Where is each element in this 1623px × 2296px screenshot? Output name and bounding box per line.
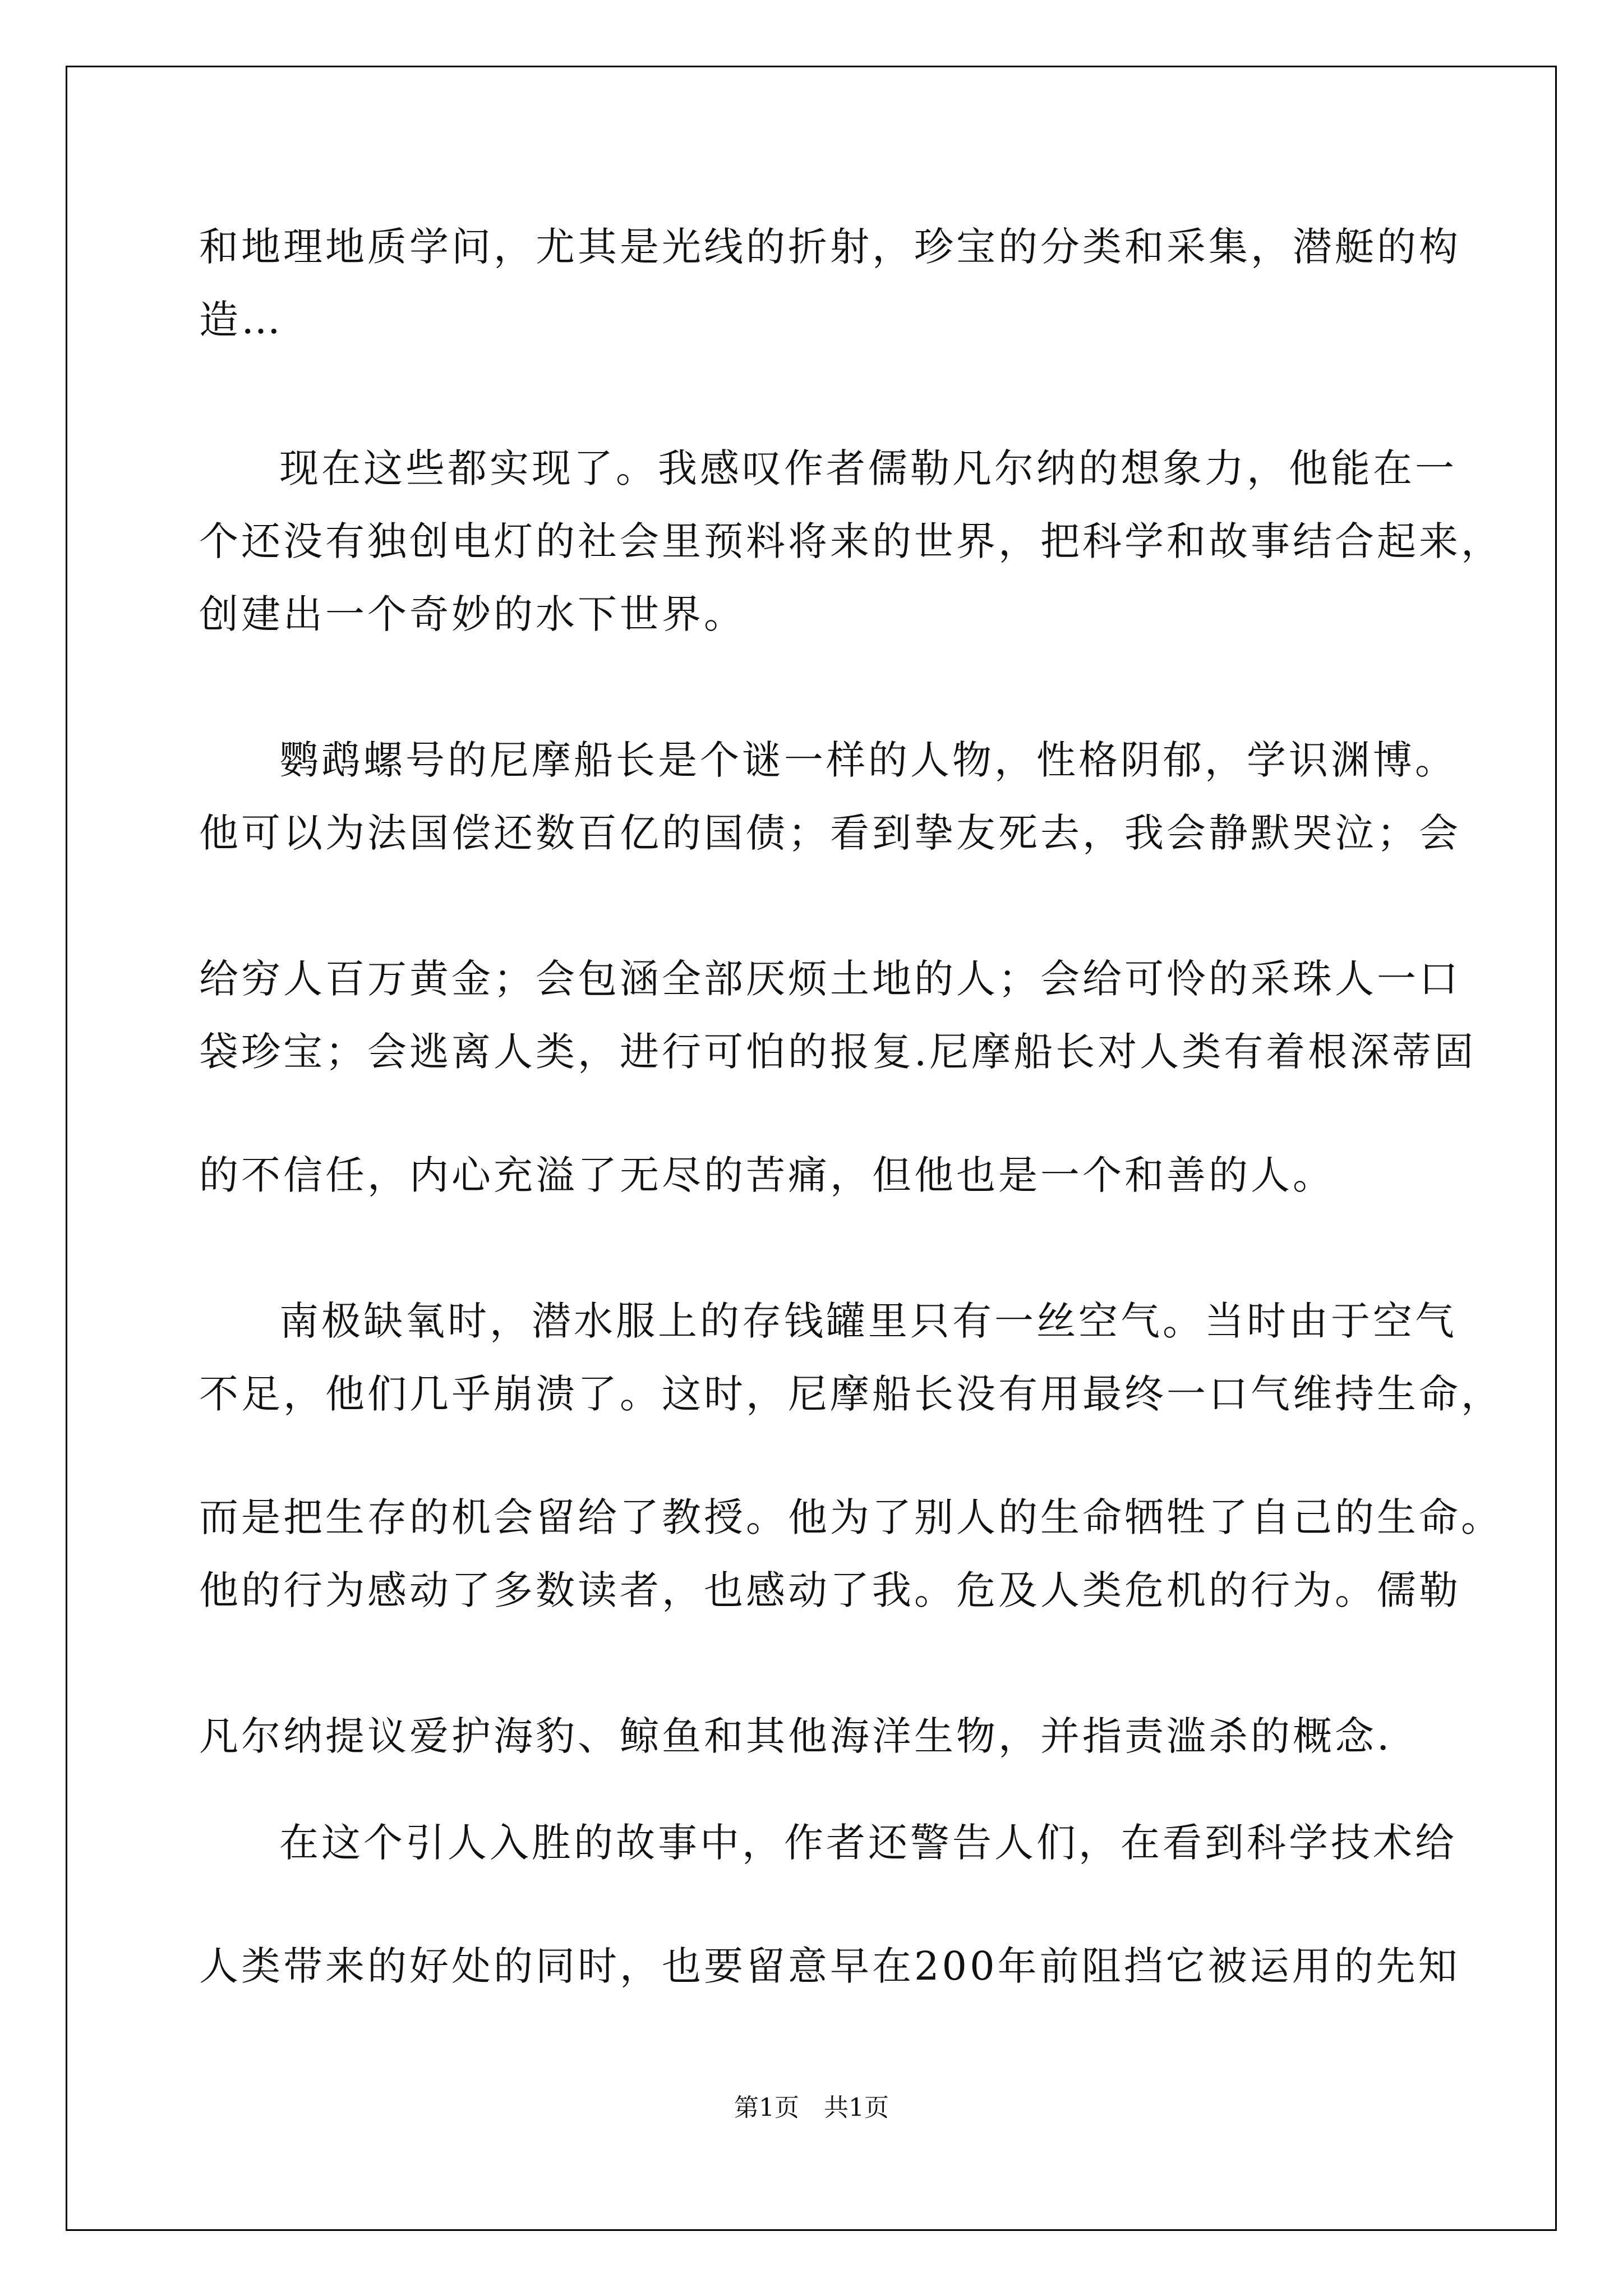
text-line: 袋珍宝；会逃离人类，进行可怕的报复.尼摩船长对人类有着根深蒂固: [199, 1029, 1477, 1075]
text-line: 而是把生存的机会留给了教授。他为了别人的生命牺牲了自己的生命。: [199, 1494, 1503, 1540]
text-line: 造…: [199, 297, 283, 343]
text-line: 和地理地质学问，尤其是光线的折射，珍宝的分类和采集，潜艇的构: [199, 224, 1461, 270]
text-line: 凡尔纳提议爱护海豹、鲸鱼和其他海洋生物，并指责滥杀的概念.: [199, 1713, 1393, 1759]
text-line: 他的行为感动了多数读者，也感动了我。危及人类危机的行为。儒勒: [199, 1567, 1461, 1613]
page-number-footer: 第1页 共1页: [734, 2093, 889, 2122]
text-line: 不足，他们几乎崩溃了。这时，尼摩船长没有用最终一口气维持生命，: [199, 1371, 1503, 1417]
paragraph-first-line: 鹦鹉螺号的尼摩船长是个谜一样的人物，性格阴郁，学识渊博。: [279, 737, 1457, 783]
text-line: 他可以为法国偿还数百亿的国债；看到挚友死去，我会静默哭泣；会: [199, 810, 1461, 856]
paragraph-first-line: 在这个引人入胜的故事中，作者还警告人们，在看到科学技术给: [279, 1820, 1457, 1866]
text-line: 的不信任，内心充溢了无尽的苦痛，但他也是一个和善的人。: [199, 1152, 1335, 1198]
text-line: 个还没有独创电灯的社会里预料将来的世界，把科学和故事结合起来，: [199, 518, 1503, 564]
text-line: 创建出一个奇妙的水下世界。: [199, 591, 746, 637]
paragraph-first-line: 现在这些都实现了。我感叹作者儒勒凡尔纳的想象力，他能在一: [279, 445, 1457, 491]
text-line: 给穷人百万黄金；会包涵全部厌烦土地的人；会给可怜的采珠人一口: [199, 956, 1461, 1002]
paragraph-first-line: 南极缺氧时，潜水服上的存钱罐里只有一丝空气。当时由于空气: [279, 1298, 1457, 1344]
text-line: 人类带来的好处的同时，也要留意早在200年前阻挡它被运用的先知: [199, 1943, 1460, 1989]
page-border-frame: [66, 66, 1557, 2231]
